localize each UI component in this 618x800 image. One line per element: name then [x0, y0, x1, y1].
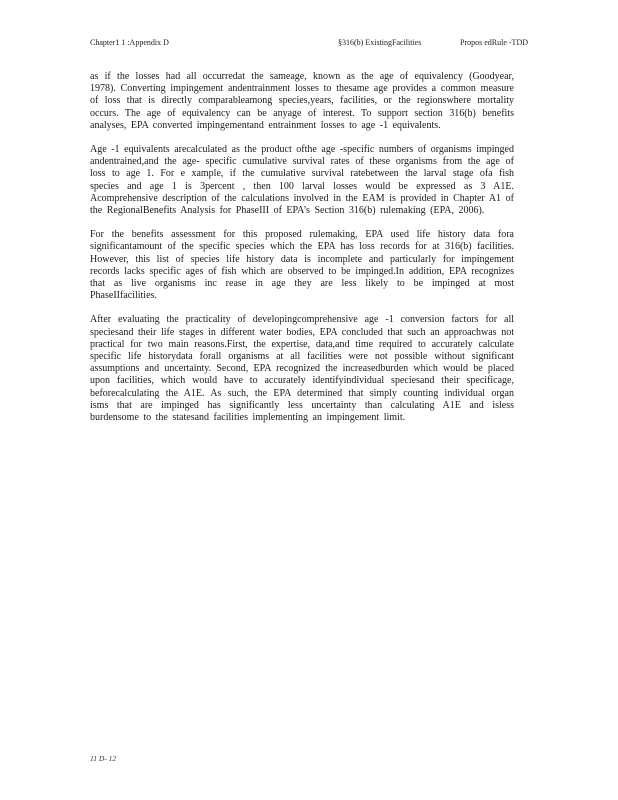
paragraph-age-of-equivalency: as if the losses had all occurredat the sameage, known as the age of equivalency (Goodyear, 1978). Converting impingement andentrainment losses to thesame age provides a common measure of loss that is directly comparableamong species,years, facilities, or the regionswhere mortality occurs. The age of equivalency can be anyage of interest. To support section 316(b) benefits analyses, EPA converted impingementand entrainment losses to age -1 equivalents. [90, 71, 514, 131]
header-section: §316(b) ExistingFacilities [338, 38, 422, 47]
paragraph-benefits-assessment: For the benefits assessment for this proposed rulemaking, EPA used life history data fora significantamount of the specific species which the EPA has loss records for at 316(b) facilities. However, this list of species life history data is incomplete and particularly for impingement records lacks specific ages of fish which are observed to be impinged.In addition, EPA recognizes that as live organisms inc rease in age they are less likely to be impinged at most PhaseIIfacilities. [90, 229, 514, 302]
running-header [90, 37, 528, 49]
page-number: 11 D- 12 [90, 754, 117, 763]
header-chapter: Chapter1 1 :Appendix D [90, 38, 169, 47]
paragraph-age1-equivalents: Age -1 equivalents arecalculated as the product ofthe age -specific numbers of organisms impinged andentrained,and the age- specific cumulative survival rates of these organisms from the age of loss to age 1. For e xample, if the cumulative survival ratebetween the larval stage ofa fish species and age 1 is 3percent , then 100 larval losses would be expressed as 3 A1E. Acomprehensive description of the calculations involved in the EAM is provided in Chapter A1 of the RegionalBenefits Analysis for PhaseIII of EPA’s Section 316(b) rulemaking (EPA, 2006). [90, 144, 514, 217]
body-text [90, 71, 514, 436]
paragraph-practicality-evaluation: After evaluating the practicality of developingcomprehensive age -1 conversion factors for all speciesand their life stages in different water bodies, EPA concluded that such an approachwas not practical for two main reasons.First, the expertise, data,and time required to accurately calculate specific life historydata forall organisms at all facilities were not possible without significant assumptions and uncertainty. Second, EPA recognized the increasedburden which would be placed upon facilities, which would have to accurately identifyindividual speciesand their specificage, beforecalculating the A1E. As such, the EPA determined that simply counting individual organ isms that are impinged has significantly less uncertainty than calculating A1E and isless burdensome to the statesand facilities implementing an impingement limit. [90, 314, 514, 424]
header-document-type: Propos edRule -TDD [460, 38, 528, 47]
